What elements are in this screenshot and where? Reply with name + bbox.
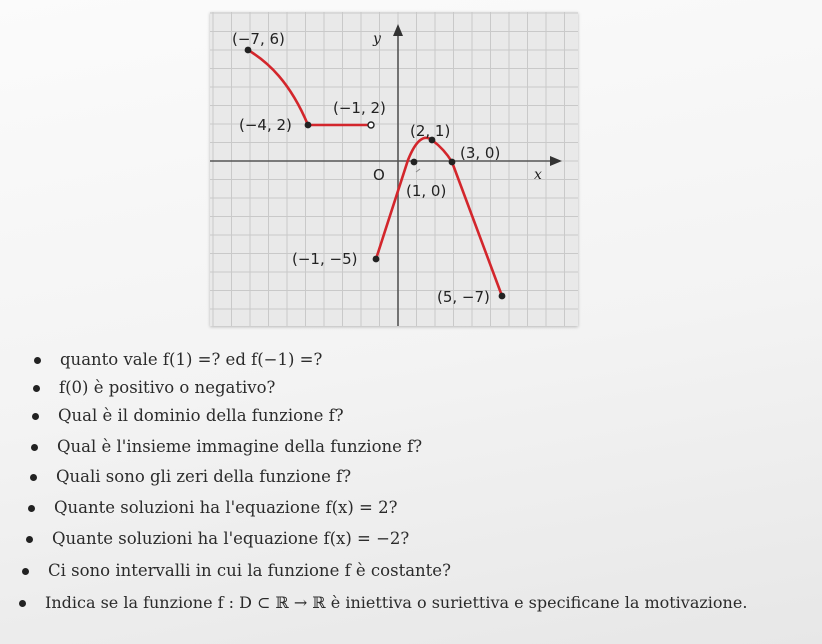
question-item: [58, 406, 344, 426]
question-item: [45, 593, 747, 613]
bullet: [32, 413, 39, 420]
question-item: [48, 561, 451, 581]
bullet: [28, 505, 35, 512]
question-item: [52, 529, 409, 549]
question-item: [60, 350, 322, 370]
point-zero-right: [449, 159, 456, 166]
question-text: Qual è il dominio della funzione f?: [58, 406, 344, 425]
function-graph: [210, 12, 578, 326]
y-axis-label: y: [373, 31, 381, 47]
bullet: [22, 568, 29, 575]
bullet: [33, 385, 40, 392]
point-left-end: [373, 256, 380, 263]
bullet: [26, 536, 33, 543]
question-text: quanto vale f(1) =? ed f(−1) =?: [60, 350, 323, 369]
bullet: [34, 357, 41, 364]
question-item: [57, 437, 422, 457]
grid-lines: [210, 12, 578, 326]
bullet: [19, 600, 26, 607]
question-text: Quali sono gli zeri della funzione f?: [56, 467, 352, 486]
point-label: (−1, −5): [292, 250, 358, 268]
point-label: (−1, 2): [333, 99, 386, 117]
question-text: Quante soluzioni ha l'equazione f(x) = 2?: [54, 498, 398, 517]
question-item: [59, 378, 275, 398]
origin-label: O: [373, 166, 385, 184]
point-label: (−7, 6): [232, 30, 285, 48]
bullet: [31, 444, 38, 451]
point-label: (1, 0): [406, 182, 447, 200]
point-zero-left: [411, 159, 418, 166]
question-text: Quante soluzioni ha l'equazione f(x) = −2?: [52, 529, 410, 548]
point-open: [368, 122, 374, 128]
bullet: [30, 474, 37, 481]
question-text: f(0) è positivo o negativo?: [59, 378, 276, 397]
point-closed: [305, 122, 312, 129]
graph-canvas: [210, 12, 578, 326]
x-axis-label: x: [534, 167, 542, 183]
question-item: [54, 498, 397, 518]
question-text: Indica se la funzione f : D ⊂ ℝ → ℝ è iniettiva o suriettiva e specificane la motivazione.: [45, 593, 748, 612]
question-text: Ci sono intervalli in cui la funzione f è costante?: [48, 561, 451, 580]
point-label: (−4, 2): [239, 116, 292, 134]
point-label: (3, 0): [460, 144, 501, 162]
point-label: (2, 1): [410, 122, 451, 140]
y-axis-arrow-icon: [393, 24, 403, 36]
point-end: [499, 293, 506, 300]
question-item: [56, 467, 351, 487]
x-axis-arrow-icon: [550, 156, 562, 166]
question-text: Qual è l'insieme immagine della funzione f?: [57, 437, 423, 456]
point-label: (5, −7): [437, 288, 490, 306]
